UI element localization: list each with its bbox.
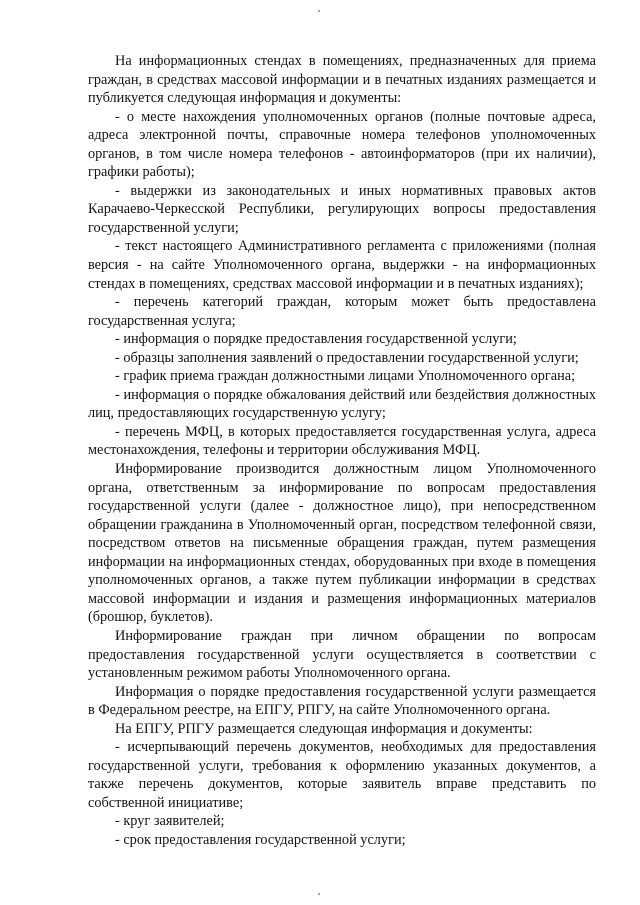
list-item-reception-schedule: - график приема граждан должностными лицами Уполномоченного органа; [115, 368, 576, 385]
list-item-applicants: - круг заявителей; [115, 813, 225, 830]
portal-intro-paragraph: На ЕПГУ, РПГУ размещается следующая информация и документы: [115, 720, 533, 737]
list-item-service-term: - срок предоставления государственной услуги; [115, 831, 406, 848]
registry-paragraph: Информация о порядке предоставления государственной услуги размещается в Федеральном реестре, на ЕПГУ, РПГУ, на сайте Уполномоченного органа. [88, 683, 596, 719]
list-item-location: - о месте нахождения уполномоченных органов (полные почтовые адреса, адреса электронной почты, справочные номера телефонов уполномоченных органов, в том числе номера телефонов - автоинформаторов (при их наличии), графики работы); [88, 108, 596, 181]
list-item-application-samples: - образцы заполнения заявлений о предоставлении государственной услуги; [115, 349, 579, 366]
list-item-service-procedure: - информация о порядке предоставления государственной услуги; [115, 331, 517, 348]
document-page [88, 52, 596, 850]
scan-dot [318, 10, 320, 12]
informing-paragraph: Информирование производится должностным лицом Уполномоченного органа, ответственным за информирование по вопросам предоставления государственной услуги (далее - должностное лицо), при непосредственном обращении гражданина в Уполномоченный орган, посредством телефонной связи, посредством ответов на письменные обращения граждан, путем размещения информации на информационных стендах, оборудованных при входе в помещения уполномоченных органов, а также путем публикации информации в средствах массовой информации и издания и размещения информационных материалов (брошюр, буклетов). [88, 461, 596, 626]
list-item-citizen-categories: - перечень категорий граждан, которым может быть предоставлена государственная услуга; [88, 294, 596, 329]
scan-dot [318, 893, 320, 895]
intro-paragraph: На информационных стендах в помещениях, предназначенных для приема граждан, в средствах массовой информации и в печатных изданиях размещается и публикуется следующая информация и документы: [88, 53, 596, 107]
list-item-documents: - исчерпывающий перечень документов, необходимых для предоставления государственной услуги, требования к оформлению указанных документов, а также перечень документов, которые заявитель вправе представить по собственной инициативе; [88, 739, 596, 811]
list-item-appeal-procedure: - информация о порядке обжалования действий или бездействия должностных лиц, предоставляющих государственную услугу; [88, 386, 596, 422]
list-item-regulation-text: - текст настоящего Административного регламента с приложениями (полная версия - на сайте Уполномоченного органа, выдержки - на информационных стендах в помещениях, средствах массовой информации и в печатных изданиях); [88, 238, 596, 292]
personal-visit-paragraph: Информирование граждан при личном обращении по вопросам предоставления государственной услуги осуществляется в соответствии с установленным режимом работы Уполномоченного органа. [88, 627, 596, 682]
list-item-legal-extracts: - выдержки из законодательных и иных нормативных правовых актов Карачаево-Черкесской Республики, регулирующих вопросы предоставления государственной услуги; [88, 182, 596, 236]
list-item-mfc-list: - перечень МФЦ, в которых предоставляется государственная услуга, адреса местонахождения, телефоны и территории обслуживания МФЦ. [88, 423, 596, 459]
